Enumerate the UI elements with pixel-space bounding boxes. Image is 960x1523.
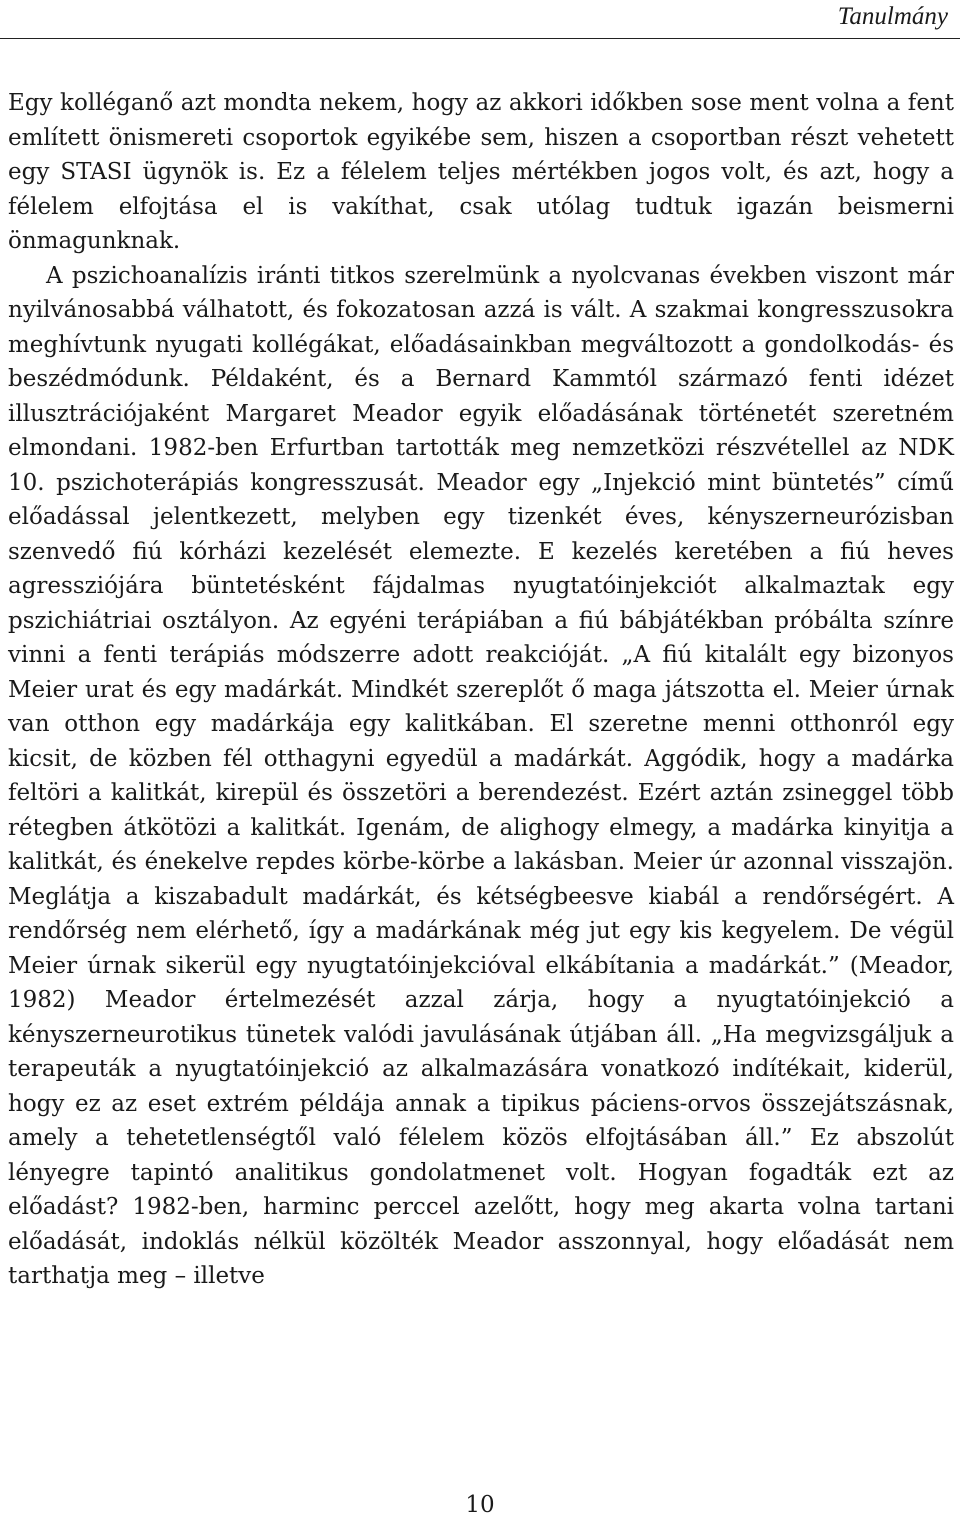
- article-body: [8, 86, 954, 1294]
- paragraph-1: Egy kolléganő azt mondta nekem, hogy az akkori időkben sose ment volna a fent említett önismereti csoportok egyikébe sem, hiszen a csoportban részt vehetett egy STASI ügynök is. Ez a félelem teljes mértékben jogos volt, és azt, hogy a félelem elfojtása el is vakíthat, csak utólag tudtuk igazán beismerni önmagunknak.: [8, 90, 954, 254]
- running-head-title: Tanulmány: [837, 3, 948, 30]
- page-number: 10: [465, 1492, 495, 1518]
- running-head: [0, 0, 960, 39]
- paragraph-2: A pszichoanalízis iránti titkos szerelmünk a nyolcvanas években viszont már nyilvánosabbá válhatott, és fokozatosan azzá is vált. A szakmai kongresszusokra meghívtunk nyugati kollégákat, előadásainkban megváltozott a gondolkodás- és beszédmódunk. Példaként, és a Bernard Kammtól származó fenti idézet illusztrációjaként Margaret Meador egyik előadásának történetét szeretném elmondani. 1982-ben Erfurtban tartották meg nemzetközi részvétellel az NDK 10. pszichoterápiás kongresszusát. Meador egy „Injekció mint büntetés” című előadással jelentkezett, melyben egy tizenkét éves, kényszerneurózisban szenvedő fiú kórházi kezelését elemezte. E kezelés keretében a fiú heves agressziójára büntetésként fájdalmas nyugtatóinjekciót alkalmaztak egy pszichiátriai osztályon. Az egyéni terápiában a fiú bábjátékban próbálta színre vinni a fenti terápiás módszerre adott reakcióját. „A fiú kitalált egy bizonyos Meier urat és egy madárkát. Mindkét szereplőt ő maga játszotta el. Meier úrnak van otthon egy madárkája egy kalitkában. El szeretne menni otthonról egy kicsit, de közben fél otthagyni egyedül a madárkát. Aggódik, hogy a madárka feltöri a kalitkát, kirepül és összetöri a berendezést. Ezért aztán zsineggel több rétegben átkötözi a kalitkát. Igenám, de alighogy elmegy, a madárka kinyitja a kalitkát, és énekelve repdes körbe-körbe a lakásban. Meier úr azonnal visszajön. Meglátja a kiszabadult madárkát, és kétségbeesve kiabál a rendőrségért. A rendőrség nem elérhető, így a madárkának még jut egy kis kegyelem. De végül Meier úrnak sikerül egy nyugtatóinjekcióval elkábítania a madárkát.” (Meador, 1982) Meador értelmezését azzal zárja, hogy a nyugtatóinjekció a kényszerneurotikus tünetek valódi javulásának útjában áll. „Ha megvizsgáljuk a terapeuták a nyugtatóinjekció az alkalmazására vonatkozó indítékait, kiderül, hogy ez az eset extrém példája annak a tipikus páciens-orvos összejátszásnak, amely a tehetetlenségtől való félelem közös elfojtásában áll.” Ez abszolút lényegre tapintó analitikus gondolatmenet volt. Hogyan fogadták ezt az előadást? 1982-ben, harminc perccel azelőtt, hogy meg akarta volna tartani előadását, indoklás nélkül közölték Meador asszonnyal, hogy előadását nem tarthatja meg – illetve: [8, 262, 954, 1289]
